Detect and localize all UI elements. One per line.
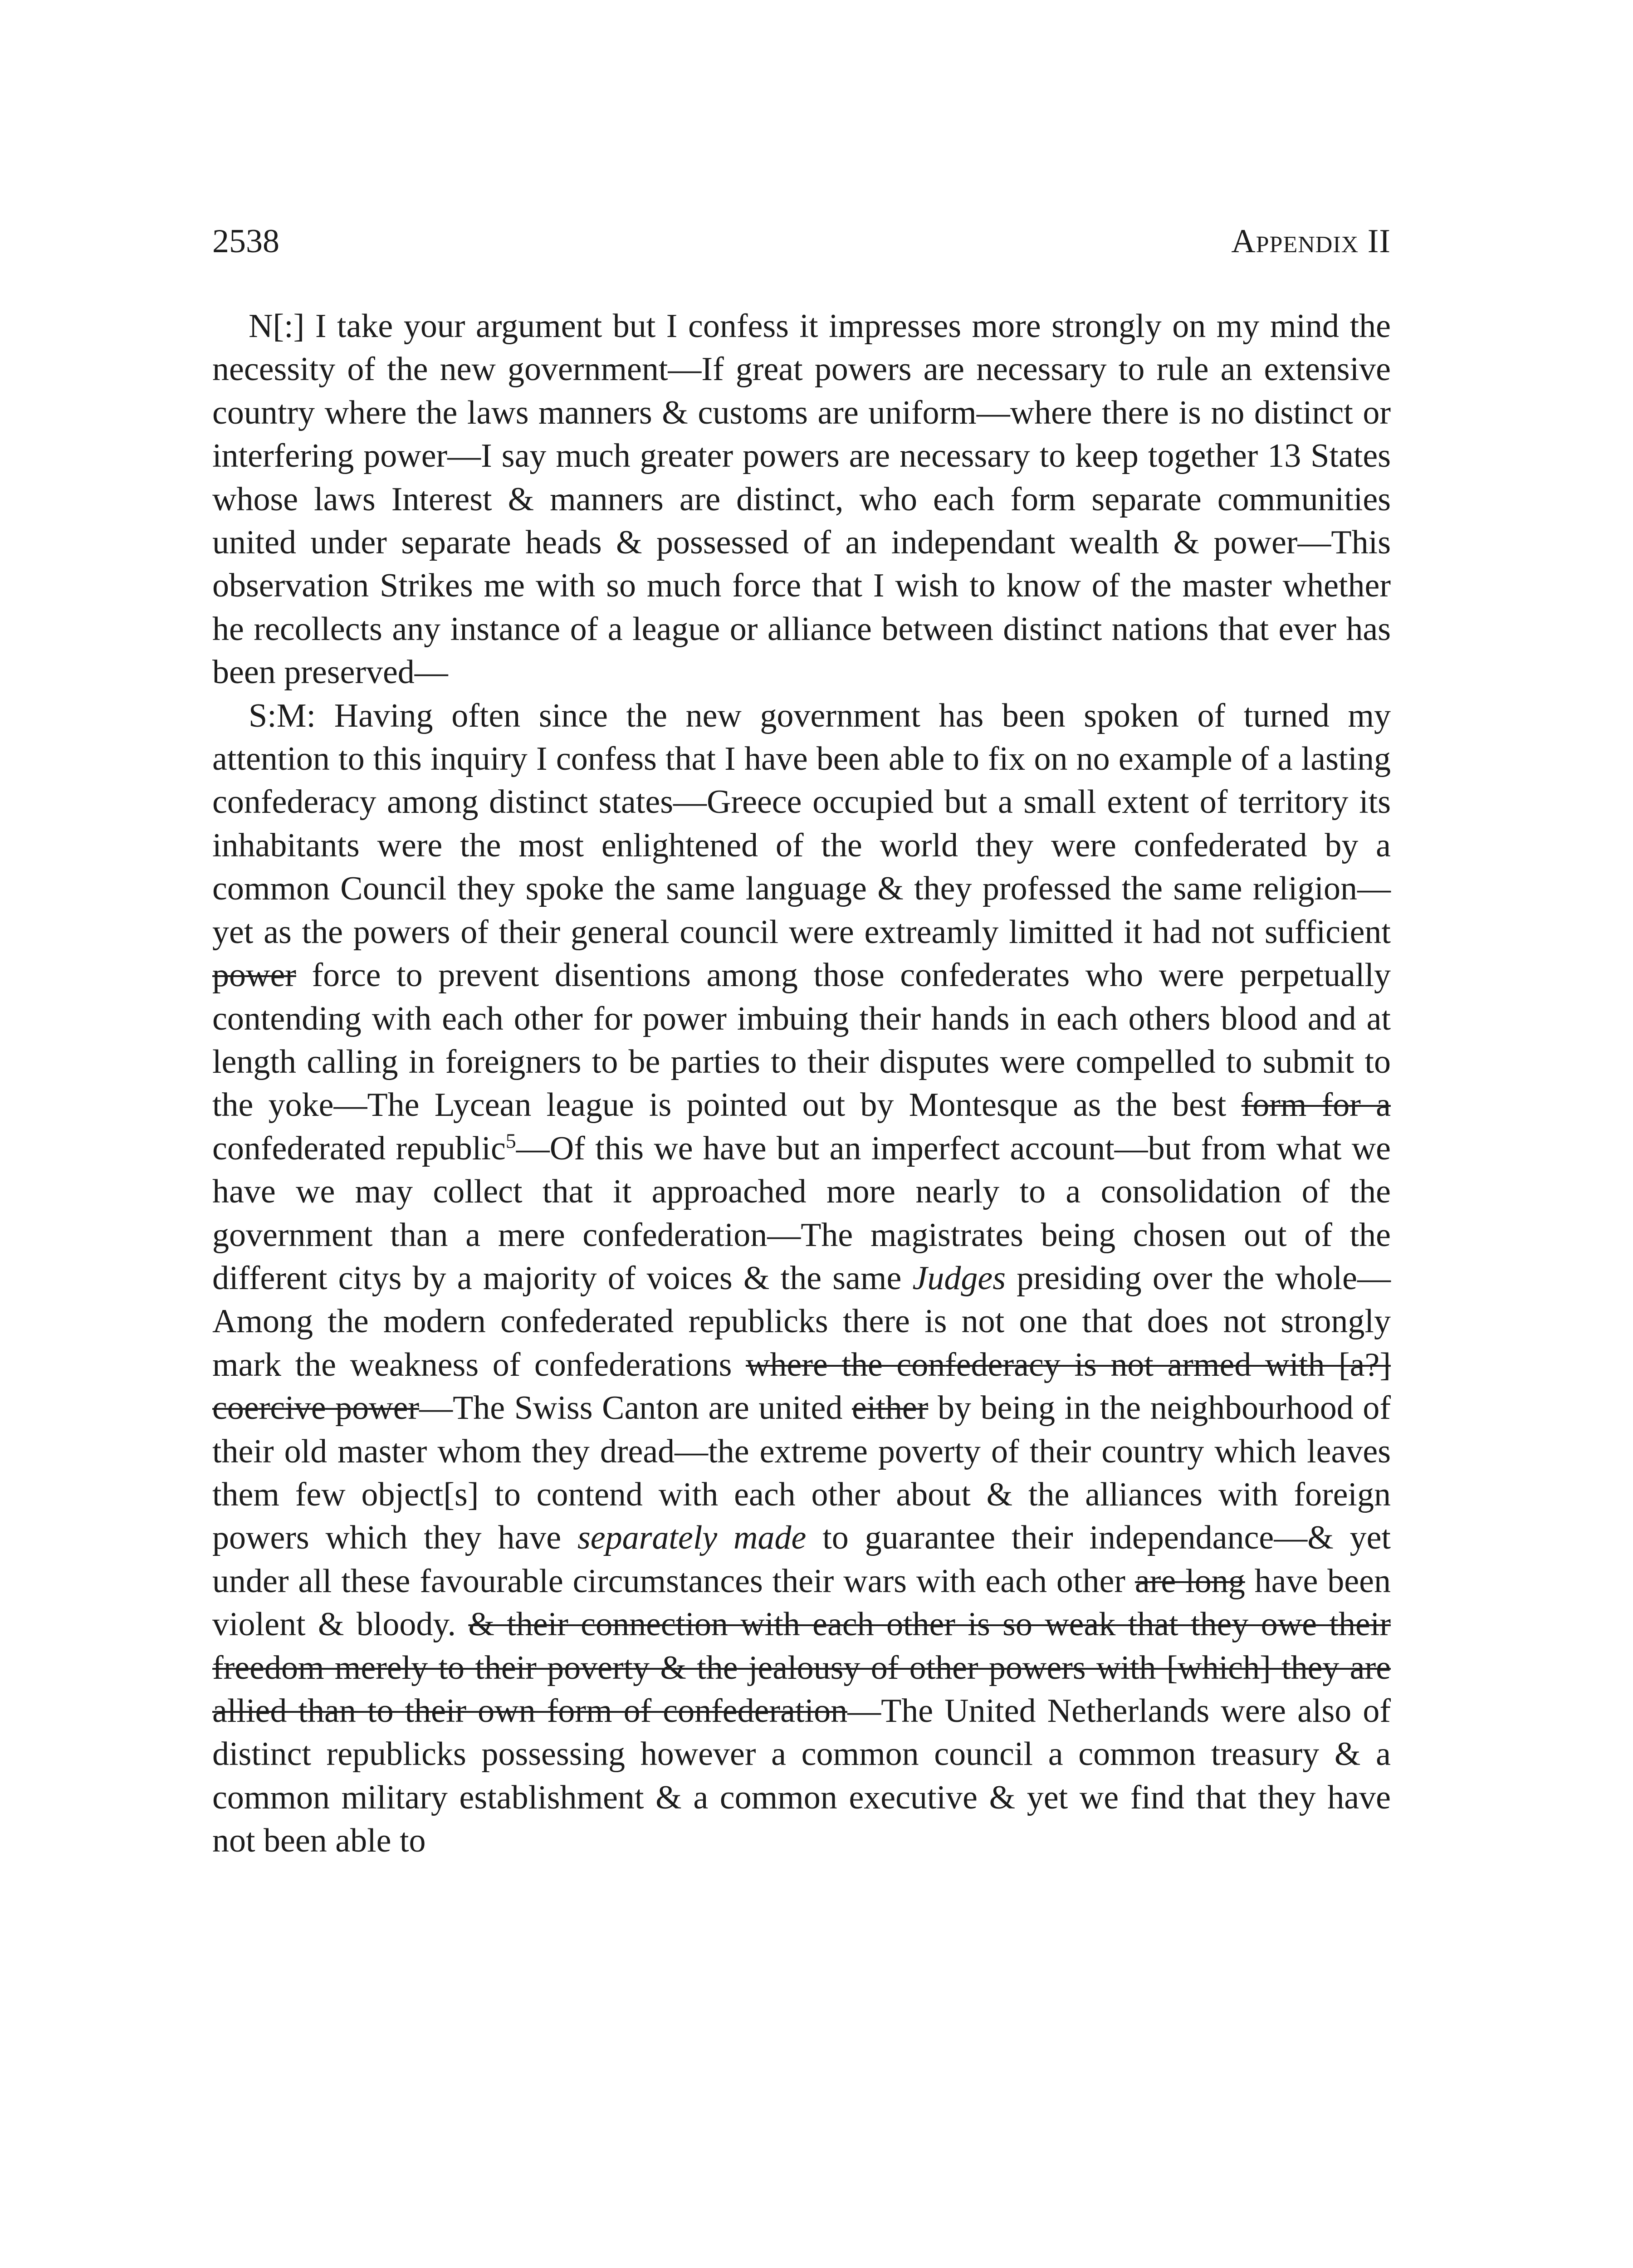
struck-text: are long	[1134, 1562, 1245, 1600]
italic-text: Judges	[912, 1259, 1006, 1297]
page-number: 2538	[212, 223, 279, 260]
running-title: Appendix II	[1231, 223, 1391, 260]
text-run: —Of this we have but an imperfect account—but from what we have we may collect that it approached more nearly to a consolidation of the government than a mere confederation—The magistrates being chosen out of the different citys by a majority of voices & the same	[212, 1129, 1391, 1297]
text-run: S:M: Having often since the new government has been spoken of turned my attention to this inquiry I confess that I have been able to fix on no example of a lasting confederacy among distinct states—Greece occupied but a small extent of territory its inhabitants were the most enlightened of the world they were confederated by a common Council they spoke the same language & they professed the same religion—yet as the powers of their general council were extreamly limitted it had not sufficient	[212, 697, 1391, 951]
text-run: to guarantee their independance—& yet under all these favourable circumstances their wars with each other	[212, 1519, 1391, 1600]
paragraph	[212, 305, 1391, 694]
italic-text: separately made	[577, 1519, 807, 1557]
struck-text: where the confederacy is not armed with [a?] coercive power	[212, 1346, 1391, 1427]
paragraph	[212, 694, 1391, 1863]
text-run: —The United Netherlands were also of distinct republicks possessing however a common council a common treasury & a common military establishment & a common executive & yet we find that they have not been able to	[212, 1692, 1391, 1860]
struck-text: either	[851, 1389, 929, 1427]
text-run: presiding over the whole—Among the modern confederated republicks there is not one that does not strongly mark the weakness of confederations	[212, 1259, 1391, 1383]
struck-text: power	[212, 957, 296, 994]
running-head	[212, 210, 1391, 273]
text-run: N[:] I take your argument but I confess it impresses more strongly on my mind the necessity of the new government—If great powers are necessary to rule an extensive country where the laws manners & customs are uniform—where there is no distinct or interfering power—I say much greater powers are necessary to keep together 13 States whose laws Interest & manners are distinct, who each form separate communities united under separate heads & possessed of an independant wealth & power—This observation Strikes me with so much force that I wish to know of the master whether he recollects any instance of a league or alliance between distinct nations that ever has been preserved—	[212, 308, 1391, 691]
text-run: force to prevent disentions among those confederates who were perpetually contending with each other for power imbuing their hands in each others blood and at length calling in foreigners to be parties to their disputes were compelled to submit to the yoke—The Lycean league is pointed out by Montesque as the best	[212, 957, 1391, 1124]
footnote-reference: 5	[505, 1129, 516, 1153]
body-text	[212, 305, 1391, 1863]
text-run: confederated republic	[212, 1129, 506, 1167]
text-run: —The Swiss Canton are united	[419, 1389, 852, 1427]
text-run: have been violent & bloody.	[212, 1562, 1391, 1643]
text-run: by being in the neighbourhood of their old master whom they dread—the extreme poverty of their country which leaves them few object[s] to contend with each other about & the alliances with foreign powers which they have	[212, 1389, 1391, 1557]
struck-text: form for a	[1241, 1086, 1391, 1124]
struck-text: & their connection with each other is so weak that they owe their freedom merely to their poverty & the jealousy of other powers with [which] they are allied than to their own form of confederation	[212, 1606, 1391, 1730]
